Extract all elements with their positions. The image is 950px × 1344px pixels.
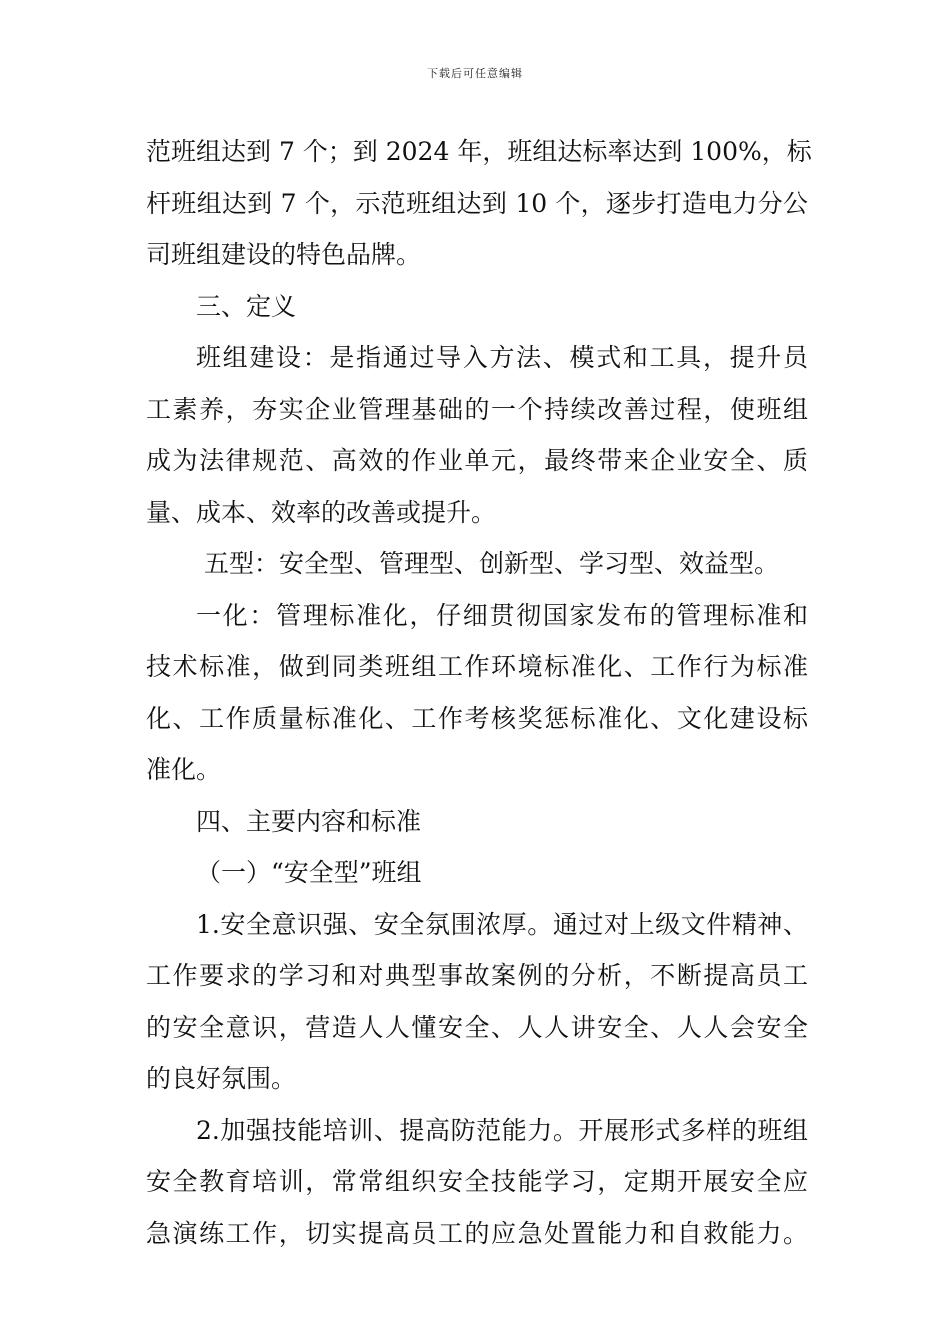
paragraph-line: 的良好氛围。 [146,1064,297,1093]
paragraph-line: 2.加强技能培训、提高防范能力。开展形式多样的班组 [196,1115,808,1145]
paragraph-line: 1.安全意识强、安全氛围浓厚。通过对上级文件精神、 [196,909,808,939]
paragraph-line: 范班组达到 7 个；到 2024 年，班组达标率达到 100%，标 [146,137,812,166]
document-body [146,126,812,1259]
paragraph-line: 化、工作质量标准化、工作考核奖惩标准化、文化建设标 [146,703,808,733]
page-header-caption: 下载后可任意编辑 [427,67,523,80]
paragraph-line: 一化：管理标准化，仔细贯彻国家发布的管理标准和 [196,600,808,630]
paragraph-line: 五型：安全型、管理型、创新型、学习型、效益型。 [204,549,780,578]
paragraph-line: 工作要求的学习和对典型事故案例的分析，不断提高员工 [146,961,808,990]
section-heading: 三、定义 [196,291,297,321]
paragraph-line: 准化。 [146,755,222,784]
paragraph-line: 杆班组达到 7 个，示范班组达到 10 个，逐步打造电力分公 [146,188,808,218]
paragraph-line: 技术标准，做到同类班组工作环境标准化、工作行为标准 [146,652,808,681]
paragraph-line: 工素养，夯实企业管理基础的一个持续改善过程，使班组 [146,394,808,424]
paragraph-line: 班组建设：是指通过导入方法、模式和工具，提升员 [196,343,808,372]
subsection-heading: （一）“安全型”班组 [196,858,422,887]
paragraph-line: 急演练工作，切实提高员工的应急处置能力和自救能力。 [146,1218,808,1248]
paragraph-line: 安全教育培训，常常组织安全技能学习，定期开展安全应 [146,1167,808,1196]
paragraph-line: 量、成本、效率的改善或提升。 [146,497,497,527]
paragraph-line: 司班组建设的特色品牌。 [146,240,422,269]
paragraph-line: 的安全意识，营造人人懂安全、人人讲安全、人人会安全 [146,1012,808,1042]
paragraph-line: 成为法律规范、高效的作业单元，最终带来企业安全、质 [146,446,808,475]
section-heading: 四、主要内容和标准 [196,806,422,836]
